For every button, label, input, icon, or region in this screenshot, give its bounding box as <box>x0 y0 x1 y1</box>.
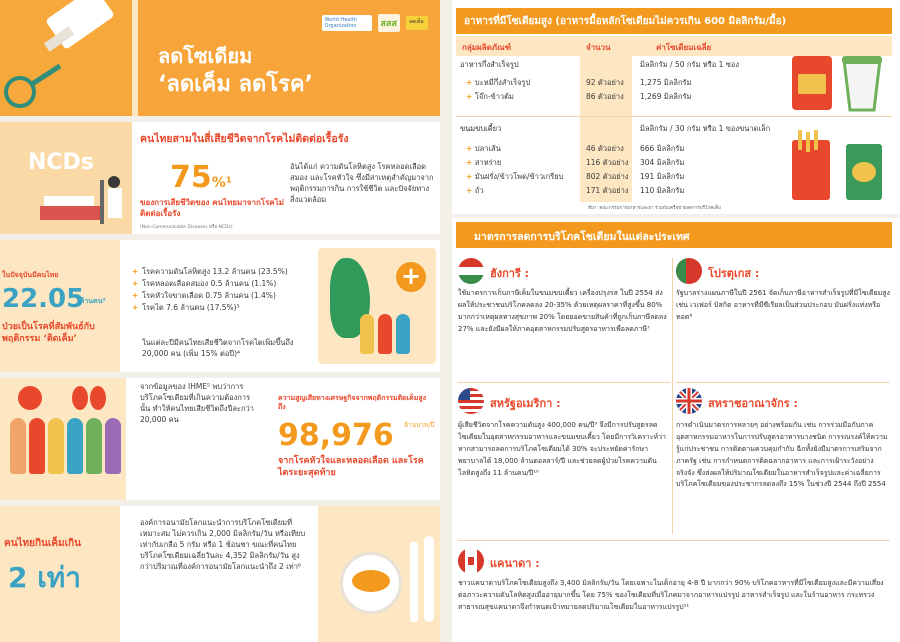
logo-strip <box>322 14 428 32</box>
hungary-text: ใช้มาตรการเก็บภาษีเค็มในขนมขบเคี้ยว เครื่องปรุงรส ในปี 2554 ส่งผลให้ประชาชนบริโภคลดลง 20-35% ด้วยเหตุผลราคาที่สูงขึ้น 80% มากกว่าเหตุผลทางสุขภาพ 20% โดยยอดขายสินค้าที่ถูกเก็บภาษีลดลง 27% และยังมีผลให้ภาคอุตสาหกรรมปรับสูตรอาหารเพื่อลดภาษี⁷ <box>458 289 667 333</box>
intake-text: องค์การอนามัยโลกแนะนำการบริโภคโซเดียมที่เหมาะสม ไม่ควรเกิน 2,000 มิลลิกรัม/วัน หรือเทียบเท่ากับเกลือ 5 กรัม หรือ 1 ช้อนชา ขณะที่คนไทยบริโภคโซเดียมเฉลี่ยวันละ 4,352 มิลลิกรัม/วัน สูงกว่าปริมาณที่องค์การอนามัยโลกแนะนำถึง 2 เท่า⁶ <box>140 518 306 571</box>
col-count: จำนวน <box>586 43 611 52</box>
salt-shaker-illustration <box>0 0 132 116</box>
medical-plus-icon: + <box>396 262 426 292</box>
intake-line2: 2 เท่า <box>8 561 81 594</box>
patients-section <box>0 240 440 372</box>
person-icon <box>105 418 121 474</box>
hungary-name: ฮังการี : <box>490 267 530 280</box>
country-measures-section <box>452 218 900 642</box>
hospital-bed-illustration <box>0 122 132 234</box>
table-cell-avg: 666 มิลลิกรัม <box>640 144 685 153</box>
hungary-flag-icon <box>458 258 484 284</box>
divider <box>676 382 890 383</box>
organs-illustration <box>0 378 126 500</box>
intake-section <box>0 506 440 642</box>
canada-name: แคนาดา : <box>490 557 540 570</box>
instant-noodle-icon <box>790 50 890 116</box>
table-cell-count: 86 ตัวอย่าง <box>586 92 624 101</box>
foods-source: ที่มา: คณะกรรมการอาหารและยา ร่วมกับเครือข่ายลดการบริโภคเค็ม <box>588 206 721 211</box>
intake-callout <box>0 506 120 642</box>
title-box <box>138 0 440 116</box>
patients-prefix: ในปัจจุบันมีคนไทย <box>2 271 59 279</box>
page-subtitle: ‘ลดเค็ม ลดโรค’ <box>158 72 313 97</box>
page-title: ลดโซเดียม <box>158 44 253 68</box>
patients-callout <box>0 240 120 372</box>
snack-bag-icon <box>790 130 890 204</box>
economic-loss-unit: ล้านบาท/ปี <box>404 421 435 429</box>
group1-unit: มิลลิกรัม / 50 กรัม หรือ 1 ซอง <box>640 60 740 69</box>
ncds-heading: คนไทยสามในสี่เสียชีวิตจากโรคไม่ติดต่อเรื้อรัง <box>140 133 349 145</box>
low-salt-logo: ลดเค็ม <box>406 16 428 30</box>
portugal-name: โปรตุเกส : <box>708 267 760 280</box>
person-icon <box>396 314 410 354</box>
divider <box>458 382 670 383</box>
patients-number: 22.05 <box>2 284 85 314</box>
person-icon <box>378 314 392 354</box>
person-icon <box>86 418 102 474</box>
fish-icon <box>352 570 390 592</box>
list-item: + โรคไต 7.6 ล้านคน (17.5%)³ <box>132 302 312 314</box>
group2-unit: มิลลิกรัม / 30 กรัม หรือ 1 ของขนาดเล็ก <box>640 124 771 133</box>
divider <box>458 540 890 541</box>
table-cell-avg: 1,269 มิลลิกรัม <box>640 92 692 101</box>
person-icon <box>29 418 45 474</box>
person-icon <box>360 314 374 354</box>
table-cell-count: 116 ตัวอย่าง <box>586 158 629 167</box>
ncds-label: NCDs <box>28 150 94 175</box>
usa-flag-icon <box>458 388 484 414</box>
portugal-text: รัฐบาลร่างแผนภาษีในปี 2561 จัดเก็บภาษีอาหารสำเร็จรูปที่มีโซเดียมสูง เช่น เวเฟอร์ บิสกิต อาหารที่มีซีเรียลเป็นส่วนประกอบ มันฝรั่งแท่งหรือทอด⁸ <box>676 289 890 321</box>
table-row: + สาหร่าย <box>466 158 502 167</box>
portugal-flag-icon <box>676 258 702 284</box>
kidney-note: ในแต่ละปีมีคนไทยเสียชีวิตจากโรคไตเพิ่มขึ้นถึง 20,000 คน (เพิ่ม 15% ต่อปี)⁴ <box>142 338 294 358</box>
economic-loss-section <box>0 378 440 500</box>
foods-banner: อาหารที่มีโซเดียมสูง (อาหารมื้อหลักโซเดียมไม่ควรเกิน 600 มิลลิกรัม/มื้อ) <box>456 8 892 34</box>
list-item: + โรคหัวใจขาดเลือด 0.75 ล้านคน (1.4%) <box>132 290 312 302</box>
canada-flag-icon <box>458 548 484 574</box>
group2-title: ขนมขบเคี้ยว <box>460 124 502 133</box>
table-cell-count: 92 ตัวอย่าง <box>586 78 624 87</box>
column-divider <box>672 258 673 534</box>
ncds-percent: 75%¹ <box>170 160 232 195</box>
table-cell-avg: 191 มิลลิกรัม <box>640 172 685 181</box>
economic-loss-amount: 98,976 <box>278 418 394 453</box>
table-row: + มันฝรั่ง/ข้าวโพด/ข้าวเกรียบ <box>466 172 564 181</box>
sss-logo: สสส <box>378 14 400 32</box>
union-jack-icon <box>676 388 702 414</box>
economic-loss-cause: จากโรคหัวใจและหลอดเลือด และโรคไตระยะสุดท้าย <box>278 456 424 478</box>
people-illustration <box>360 314 410 354</box>
table-cell-avg: 1,275 มิลลิกรัม <box>640 78 692 87</box>
person-icon <box>67 418 83 474</box>
spoon-icon <box>424 536 434 622</box>
person-icon <box>48 418 64 474</box>
canada-text: ชาวแคนาดาบริโภคโซเดียมสูงถึง 3,400 มิลลิกรัม/วัน โดยเฉพาะในเด็กอายุ 4-8 ปี มากกว่า 90% บริโภคอาหารที่มีโซเดียมสูงและมีความเสี่ยงต่อภาวะความดันโลหิตสูงเมื่ออายุมากขึ้น โดย 75% ของโซเดียมที่บริโภคมาจากอาหารแปรรูป อาหารสำเร็จรูป และในร้านอาหาร กระทรวงสาธารณสุขแคนาดาจึงกำหนดเป้าหมายลดปริมาณโซเดียมในอาหารแปรรูป¹¹ <box>458 579 884 611</box>
list-item: + โรคความดันโลหิตสูง 13.2 ล้านคน (23.5%) <box>132 266 312 278</box>
table-row: + บะหมี่กึ่งสำเร็จรูป <box>466 78 531 87</box>
table-row: + ถั่ว <box>466 186 484 195</box>
economic-loss-heading: ความสูญเสียทางเศรษฐกิจจากพฤติกรรมติดเค็มสูงถึง <box>278 394 427 412</box>
uk-text: การดำเนินมาตรการหลายๆ อย่างพร้อมกัน เช่น การร่วมมือกับภาคอุตสาหกรรมอาหารในการปรับสูตรอาหารบางชนิด การรณรงค์ให้ความรู้แก่ประชาชน การติดตามควบคุมกำกับ ฉีกทั้งยังมีมาตรการเสริมจากภาครัฐ เช่น การกำหนดการติดฉลากอาหาร และการเฝ้าระวังอย่างจริงจัง ซึ่งส่งผลให้ปริมาณโซเดียมในอาหารสำเร็จรูปและค่าเฉลี่ยการบริโภคโซเดียมของประชากรลดลงถึง 15% ในช่วงปี 2544 ถึงปี 2554 <box>676 421 888 489</box>
salt-shaker-icon <box>0 0 132 116</box>
fork-icon <box>410 542 418 622</box>
table-row: + ปลาเส้น <box>466 144 501 153</box>
divider <box>456 116 892 117</box>
uk-flag-icon <box>676 388 702 414</box>
intake-line1: คนไทยกินเค็มเกิน <box>4 538 81 549</box>
patients-suffix: ป่วยเป็นโรคที่สัมพันธ์กับพฤติกรรม ‘ติดเค็ม’ <box>2 322 95 344</box>
heart-kidney-icon <box>0 378 126 418</box>
ncds-percent-subtitle: ของการเสียชีวิตของ คนไทยมาจากโรคไม่ติดต่อเรื้อรัง <box>140 198 285 218</box>
person-icon <box>10 418 26 474</box>
col-group: กลุ่มผลิตภัณฑ์ <box>462 43 512 52</box>
ncds-section <box>0 122 440 234</box>
disease-list <box>132 266 312 314</box>
group1-title: อาหารกึ่งสำเร็จรูป <box>460 60 519 69</box>
table-row: + โจ๊ก-ข้าวต้ม <box>466 92 514 101</box>
measures-banner: มาตรการลดการบริโภคโซเดียมในแต่ละประเทศ <box>456 222 892 248</box>
table-cell-avg: 110 มิลลิกรัม <box>640 186 685 195</box>
usa-text: ผู้เสียชีวิตจากโรคความดันสูง 400,000 คน/ปี⁹ จึงมีการปรับสูตรลดโซเดียมในอุตสาหกรรมอาหารและขนมขบเคี้ยว โดยมีการวิเคราะห์ว่า หากสามารถลดการบริโภคโซเดียมได้ 30% จะประหยัดค่ารักษาพยาบาลได้ 18,000 ล้านดอลลาร์/ปี และช่วยลดผู้ป่วยโรคความดันโลหิตสูงถึง 11 ล้านคน/ปี¹⁰ <box>458 421 666 477</box>
hero-section <box>0 0 440 116</box>
table-cell-avg: 304 มิลลิกรัม <box>640 158 685 167</box>
ncds-percent-note: (Non-Communicable Diseases หรือ NCDs) <box>140 225 233 230</box>
thailand-map-illustration <box>318 248 436 364</box>
table-cell-count: 171 ตัวอย่าง <box>586 186 629 195</box>
list-item: + โรคหลอดเลือดสมอง 0.5 ล้านคน (1.1%) <box>132 278 312 290</box>
ihme-note: จากข้อมูลของ IHME⁵ พบว่าการบริโภคโซเดียมที่เกินความต้องการนั้น ทำให้คนไทยเสียชีวิตถึงปีละกว่า 20,000 คน <box>140 382 254 424</box>
usa-name: สหรัฐอเมริกา : <box>490 397 561 410</box>
uk-name: สหราชอาณาจักร : <box>708 397 798 410</box>
table-cell-count: 802 ตัวอย่าง <box>586 172 629 181</box>
ncds-description: อันได้แก่ ความดันโลหิตสูง โรคหลอดเลือดสมอง และโรคหัวใจ ซึ่งมีสาเหตุสำคัญมาจากพฤติกรรมการกิน การใช้ชีวิต และปัจจัยทางสิ่งแวดล้อม <box>290 162 434 204</box>
crowd-illustration <box>10 418 121 474</box>
who-logo: World Health Organization <box>322 15 372 31</box>
patient-bed-icon <box>0 122 132 234</box>
col-avg: ค่าโซเดียมเฉลี่ย <box>656 43 712 52</box>
patients-unit: ล้านคน² <box>80 297 106 305</box>
table-cell-count: 46 ตัวอย่าง <box>586 144 624 153</box>
